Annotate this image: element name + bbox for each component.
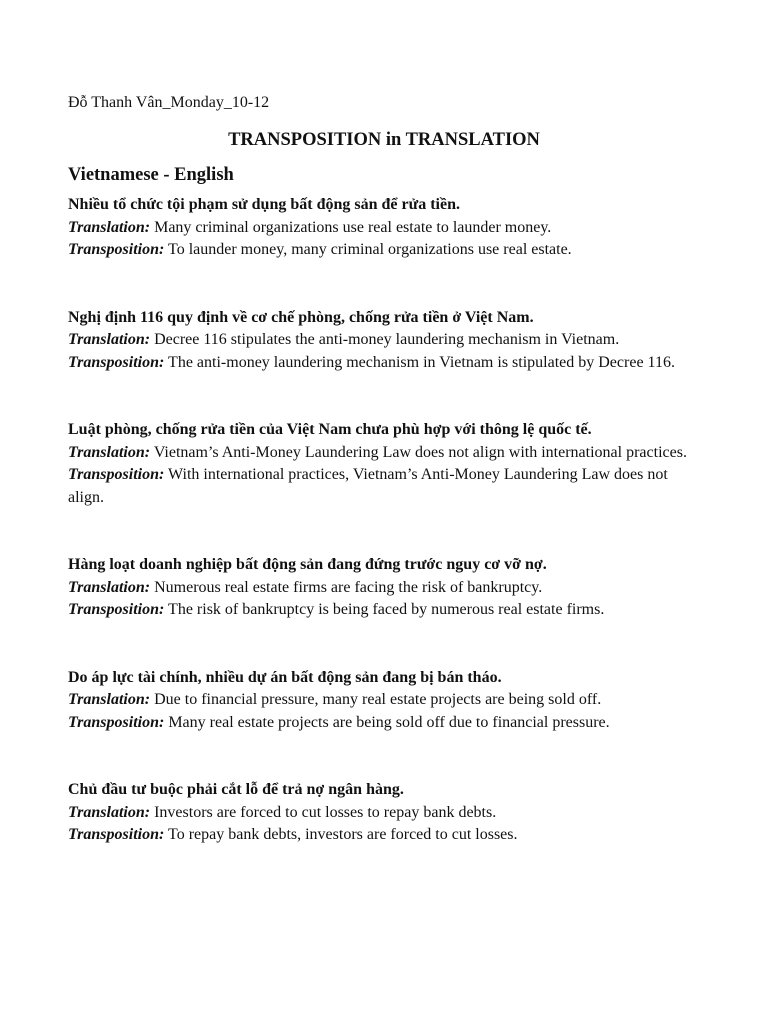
translation-label: Translation:: [68, 578, 151, 596]
author-line: Đỗ Thanh Vân_Monday_10-12: [68, 94, 270, 111]
entry-3: [68, 419, 688, 509]
transposition-text: To launder money, many criminal organizations use real estate.: [168, 241, 572, 258]
translation-text: Many criminal organizations use real estate to launder money.: [154, 218, 552, 236]
entry-6: [68, 779, 688, 847]
transposition-line: [68, 352, 688, 375]
transposition-label: Transposition:: [68, 353, 165, 371]
translation-label: Translation:: [68, 331, 151, 348]
transposition-text: To repay bank debts, investors are forced to cut losses.: [168, 826, 518, 843]
transposition-text: The anti-money laundering mechanism in Vietnam is stipulated by Decree 116.: [168, 353, 675, 371]
entry-4: [68, 554, 688, 622]
source-sentence: Chủ đầu tư buộc phải cắt lỗ để trả nợ ngân hàng.: [68, 781, 404, 798]
document-title: TRANSPOSITION in TRANSLATION: [228, 130, 540, 150]
transposition-text: Many real estate projects are being sold off due to financial pressure.: [168, 713, 610, 731]
translation-text: Vietnam’s Anti-Money Laundering Law does not align with international practices.: [153, 443, 687, 461]
transposition-label: Transposition:: [68, 466, 165, 483]
transposition-text: The risk of bankruptcy is being faced by numerous real estate firms.: [168, 601, 605, 618]
translation-line: [68, 689, 688, 712]
source-sentence: Do áp lực tài chính, nhiều dự án bất động sản đang bị bán tháo.: [68, 668, 502, 686]
translation-line: [68, 802, 688, 825]
translation-line: [68, 217, 688, 240]
transposition-line: [68, 712, 688, 735]
section-heading: Vietnamese - English: [68, 165, 234, 185]
transposition-line: [68, 239, 688, 262]
translation-text: Investors are forced to cut losses to repay bank debts.: [154, 803, 497, 821]
translation-line: [68, 577, 688, 600]
entry-1: [68, 194, 688, 262]
source-sentence: Luật phòng, chống rửa tiền của Việt Nam chưa phù hợp với thông lệ quốc tế.: [68, 421, 592, 438]
translation-text: Numerous real estate firms are facing the risk of bankruptcy.: [154, 578, 543, 596]
source-sentence: Nghị định 116 quy định về cơ chế phòng, chống rửa tiền ở Việt Nam.: [68, 308, 534, 326]
translation-label: Translation:: [68, 691, 151, 708]
source-sentence: Nhiều tổ chức tội phạm sử dụng bất động sản để rửa tiền.: [68, 196, 460, 213]
translation-label: Translation:: [68, 443, 151, 461]
translation-line: [68, 329, 688, 352]
translation-label: Translation:: [68, 218, 151, 236]
transposition-line: [68, 824, 688, 847]
entry-5: [68, 667, 688, 735]
transposition-label: Transposition:: [68, 241, 165, 258]
transposition-text: With international practices, Vietnam’s Anti-Money Laundering Law does not align.: [68, 466, 668, 506]
transposition-label: Transposition:: [68, 601, 165, 618]
entry-2: [68, 307, 688, 375]
transposition-line: [68, 599, 688, 622]
source-sentence: Hàng loạt doanh nghiệp bất động sản đang đứng trước nguy cơ vỡ nợ.: [68, 556, 547, 573]
translation-line: [68, 442, 688, 465]
transposition-label: Transposition:: [68, 826, 165, 843]
translation-text: Due to financial pressure, many real estate projects are being sold off.: [154, 691, 602, 708]
translation-text: Decree 116 stipulates the anti-money laundering mechanism in Vietnam.: [154, 331, 620, 348]
transposition-label: Transposition:: [68, 713, 165, 731]
document-page: [68, 92, 688, 847]
transposition-line: [68, 464, 688, 509]
translation-label: Translation:: [68, 803, 151, 821]
